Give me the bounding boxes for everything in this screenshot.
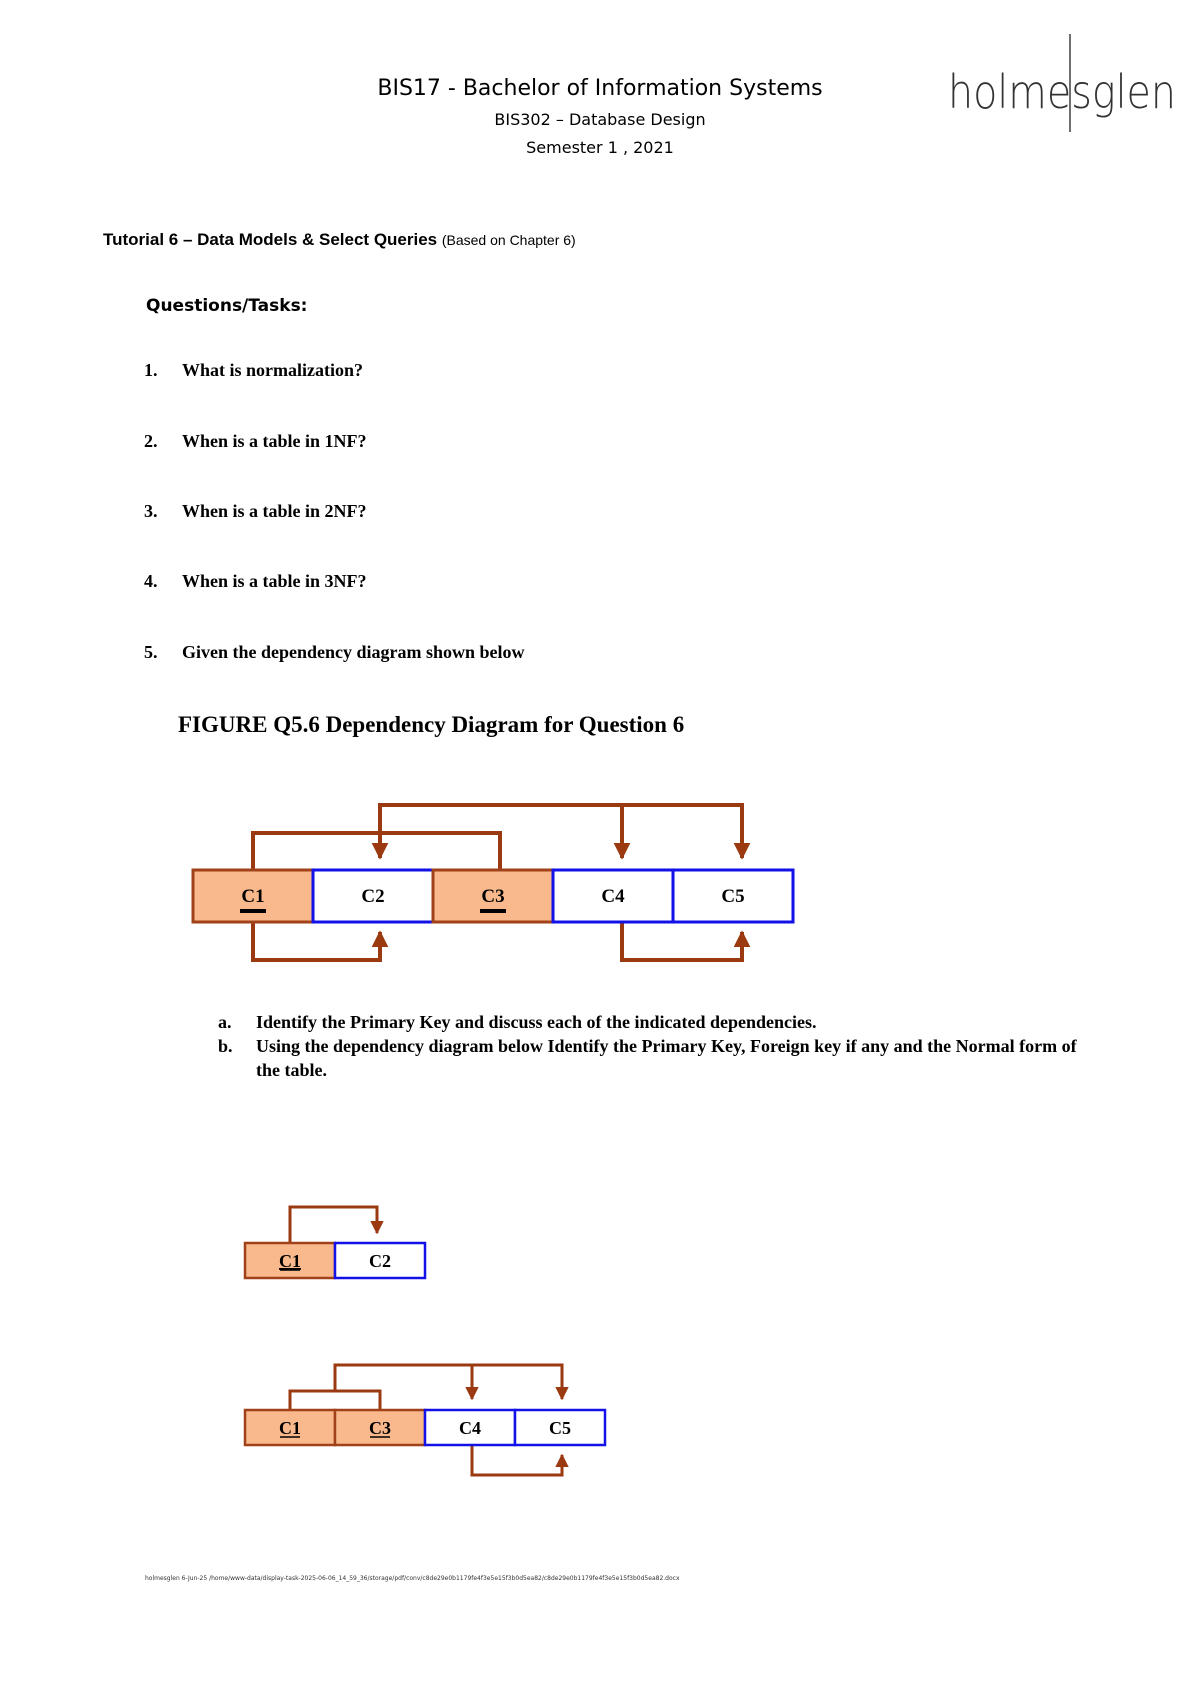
question-item bbox=[144, 642, 525, 663]
cell-label: C4 bbox=[459, 1418, 481, 1438]
question-item bbox=[144, 360, 363, 381]
figure-title: FIGURE Q5.6 Dependency Diagram for Question 6 bbox=[178, 712, 685, 737]
cell-label: C2 bbox=[361, 886, 385, 907]
diagram-cells bbox=[193, 870, 793, 922]
question-text: Given the dependency diagram shown below bbox=[182, 642, 525, 662]
cell-label: C5 bbox=[721, 886, 745, 907]
cell-c4 bbox=[425, 1410, 515, 1445]
cell-label: C2 bbox=[369, 1251, 391, 1271]
question-number: 4. bbox=[144, 571, 158, 591]
dependency-diagram-main bbox=[180, 790, 820, 980]
semester-label: Semester 1 , 2021 bbox=[526, 138, 674, 157]
sub-questions bbox=[218, 1010, 1078, 1082]
cell-c3 bbox=[433, 870, 553, 922]
cell-label: C3 bbox=[369, 1418, 391, 1438]
cell-label: C5 bbox=[549, 1418, 571, 1438]
sub-question bbox=[218, 1010, 1078, 1034]
cell-c3 bbox=[335, 1410, 425, 1445]
sub-question-letter: b. bbox=[218, 1036, 233, 1056]
sub-question bbox=[218, 1034, 1078, 1082]
dependency-diagram-small-1 bbox=[240, 1195, 440, 1295]
cell-label: C4 bbox=[601, 886, 625, 907]
cell-c2 bbox=[313, 870, 433, 922]
dependency-arrow-c1c3-to-c2 bbox=[253, 833, 500, 870]
question-item bbox=[144, 501, 367, 522]
question-number: 1. bbox=[144, 360, 158, 380]
question-number: 2. bbox=[144, 431, 158, 451]
cell-c1 bbox=[193, 870, 313, 922]
question-text: When is a table in 3NF? bbox=[182, 571, 367, 591]
question-text: When is a table in 2NF? bbox=[182, 501, 367, 521]
program-title: BIS17 - Bachelor of Information Systems bbox=[377, 76, 823, 101]
question-text: When is a table in 1NF? bbox=[182, 431, 367, 451]
logo-text: holmesglen bbox=[948, 65, 1176, 119]
tutorial-title-text: Tutorial 6 – Data Models & Select Queries bbox=[103, 230, 438, 249]
cell-label: C1 bbox=[279, 1418, 301, 1438]
cell-label: C1 bbox=[279, 1251, 301, 1271]
dependency-diagram-small-2 bbox=[240, 1350, 620, 1490]
dependency-arrow-c4-to-c5-below bbox=[622, 922, 742, 960]
dependency-arrow-c1-to-c2-below bbox=[253, 922, 380, 960]
cell-c5 bbox=[515, 1410, 605, 1445]
dependency-arrow-c4-to-c5-below bbox=[472, 1445, 562, 1475]
cell-c1 bbox=[245, 1243, 335, 1278]
dependency-arrow-c1-to-c2 bbox=[290, 1207, 377, 1243]
sub-question-text: Identify the Primary Key and discuss each of the indicated dependencies. bbox=[256, 1012, 817, 1032]
cell-label: C1 bbox=[241, 886, 265, 907]
questions-heading: Questions/Tasks: bbox=[146, 296, 308, 316]
footer-path: holmesglen 6-Jun-25 /home/www-data/display-task-2025-06-06_14_59_36/storage/pdf/conv/c8de29e0b1179fe4f3e5e15f3b0d5ea82/c8de29e0b1179fe4f3e5e15f3b0d5ea82.docx bbox=[145, 1575, 680, 1582]
dependency-arrow-c1c3-bracket bbox=[290, 1391, 380, 1410]
question-item bbox=[144, 431, 367, 452]
cell-c2 bbox=[335, 1243, 425, 1278]
tutorial-note: (Based on Chapter 6) bbox=[441, 232, 576, 248]
cell-c1 bbox=[245, 1410, 335, 1445]
tutorial-title bbox=[103, 230, 576, 250]
unit-title: BIS302 – Database Design bbox=[494, 110, 706, 129]
dependency-arrow-to-c4-c5 bbox=[335, 1365, 562, 1399]
question-item bbox=[144, 571, 367, 592]
question-text: What is normalization? bbox=[182, 360, 364, 380]
sub-question-text: Using the dependency diagram below Identify the Primary Key, Foreign key if any and the Normal form of the table. bbox=[256, 1036, 1077, 1080]
cell-label: C3 bbox=[481, 886, 505, 907]
sub-question-letter: a. bbox=[218, 1012, 232, 1032]
question-number: 5. bbox=[144, 642, 158, 662]
question-number: 3. bbox=[144, 501, 158, 521]
cell-c4 bbox=[553, 870, 673, 922]
holmesglen-logo bbox=[940, 28, 1190, 138]
cell-c5 bbox=[673, 870, 793, 922]
